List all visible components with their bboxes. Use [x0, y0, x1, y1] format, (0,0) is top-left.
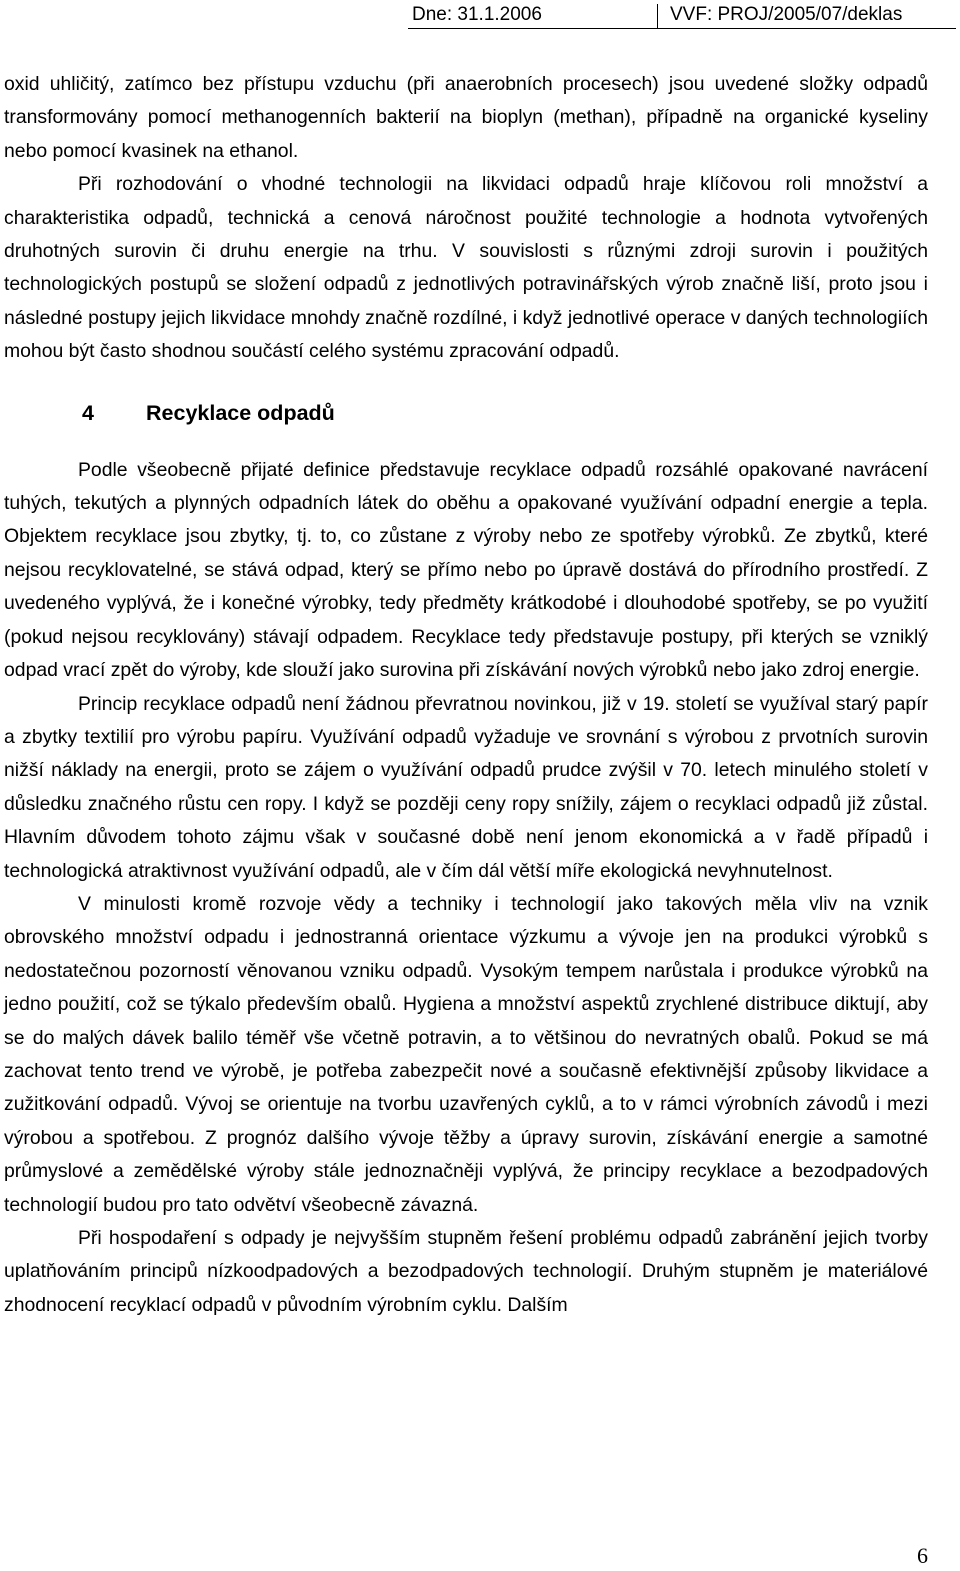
section-title: Recyklace odpadů	[146, 400, 335, 425]
paragraph: Při rozhodování o vhodné technologii na likvidaci odpadů hraje klíčovou roli množství a charakteristika odpadů, technická a cenová náročnost použité technologie a hodnota vytvořených druhotných surovin či druhu energie na trhu. V souvislosti s různými zdroji surovin i použitých technologických postupů se složení odpadů z jednotlivých potravinářských výrob značně liší, proto jsou i následné postupy jejich likvidace mnohdy značně rozdílné, i když jednotlivé operace v daných technologiích mohou být často shodnou součástí celého systému zpracování odpadů.	[4, 173, 928, 363]
page-header	[408, 4, 956, 29]
section-heading	[4, 397, 928, 430]
header-date: Dne: 31.1.2006	[408, 4, 658, 28]
paragraph: Při hospodaření s odpady je nejvyšším stupněm řešení problému odpadů zabránění jejich tvorby uplatňováním principů nízkoodpadových a bezodpadových technologií. Druhým stupněm je materiálové zhodnocení recyklací odpadů v původním výrobním cyklu. Dalším	[4, 1227, 928, 1316]
section-number: 4	[82, 400, 94, 425]
page-number: 6	[917, 1543, 928, 1568]
paragraph: Princip recyklace odpadů není žádnou převratnou novinkou, již v 19. století se využíval starý papír a zbytky textilií pro výrobu papíru. Využívání odpadů vyžaduje ve srovnání s výrobou z prvotních surovin nižší náklady na energii, proto se zájem o využívání odpadů prudce zvýšil v 70. letech minulého století v důsledku značného růstu cen ropy. I když se později ceny ropy snížily, zájem o recyklaci odpadů již zůstal. Hlavním důvodem tohoto zájmu však v současné době není jenom ekonomická a v řadě případů i technologická atraktivnost využívání odpadů, ale v čím dál větší míře ekologická nevyhnutelnost.	[4, 692, 928, 882]
paragraph: oxid uhličitý, zatímco bez přístupu vzduchu (při anaerobních procesech) jsou uvedené složky odpadů transformovány pomocí methanogenních bakterií na bioplyn (methan), případně na organické kyseliny nebo pomocí kvasinek na ethanol.	[4, 73, 928, 162]
document-body	[4, 68, 928, 1322]
header-reference: VVF: PROJ/2005/07/deklas	[670, 4, 903, 25]
paragraph: Podle všeobecně přijaté definice představuje recyklace odpadů rozsáhlé opakované navrácení tuhých, tekutých a plynných odpadních látek do oběhu a opakované využívání odpadní energie a tepla. Objektem recyklace jsou zbytky, tj. to, co zůstane z výroby nebo ze spotřeby výrobků. Ze zbytků, které nejsou recyklovatelné, se stává odpad, který se přímo nebo po úpravě dostává do přírodního prostředí. Z uvedeného vyplývá, že i konečné výrobky, tedy předměty krátkodobé i dlouhodobé spotřeby, se po využití (pokud nejsou recyklovány) stávají odpadem. Recyklace tedy představuje postupy, při kterých se vzniklý odpad vrací zpět do výroby, kde slouží jako surovina při získávání nových výrobků nebo jako zdroj energie.	[4, 458, 928, 682]
paragraph: V minulosti kromě rozvoje vědy a techniky i technologií jako takových měla vliv na vznik obrovského množství odpadu i jednostranná orientace výzkumu a vývoje jen na produkci výrobků s nedostatečnou pozorností věnovanou vzniku odpadů. Vysokým tempem narůstala i produkce výrobků na jedno použití, což se týkalo především obalů. Hygiena a množství aspektů zrychlené distribuce diktují, aby se do malých dávek balilo téměř vše včetně potravin, a to většinou do nevratných obalů. Pokud se má zachovat tento trend ve výrobě, je potřeba zabezpečit nové a současně efektivnější způsoby likvidace a zužitkování odpadů. Vývoj se orientuje na tvorbu uzavřených cyklů, a to v rámci výrobních závodů i mezi výrobou a spotřebou. Z prognóz dalšího vývoje těžby a úpravy surovin, získávání energie a samotné průmyslové a zemědělské výroby stále jednoznačněji vyplývá, že principy recyklace a bezodpadových technologií budou pro tato odvětví všeobecně závazná.	[4, 892, 928, 1216]
